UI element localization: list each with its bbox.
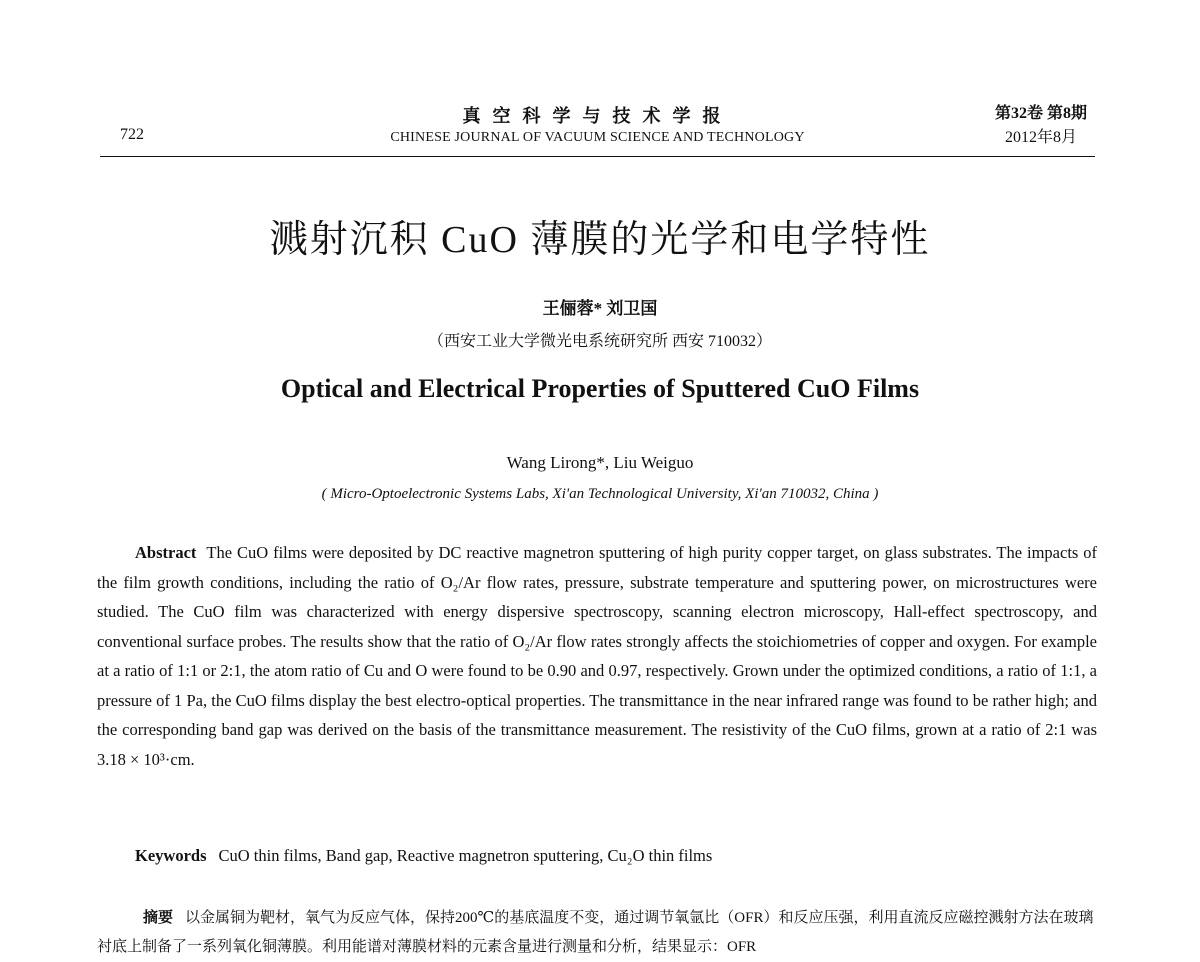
abstract-cn-text: 以金属铜为靶材，氧气为反应气体，保持200℃的基底温度不变，通过调节氧氩比（OFR）和反应压强，利用直流反应磁控溅射方法在玻璃衬底上制备了一系列氧化铜薄膜。利用能谱对薄膜材料的元素含量进行测量和分析，结果显示：OFR (97, 910, 1094, 955)
keywords-label: Keywords (135, 846, 207, 865)
issue-date: 2012年8月 (1004, 129, 1077, 146)
authors-en: Wang Lirong*, Liu Weiguo (506, 453, 694, 472)
page-number: 722 (120, 126, 144, 143)
abstract-label: Abstract (135, 543, 197, 562)
journal-title-block (100, 102, 1095, 146)
abstract-cn-label: 摘要 (143, 910, 174, 926)
abstract-cn (97, 904, 1107, 962)
article-title-cn: 溅射沉积 CuO 薄膜的光学和电学特性 (269, 219, 931, 261)
affiliation-en: ( Micro-Optoelectronic Systems Labs, Xi'an Technological University, Xi'an 710032, China ) (321, 486, 879, 502)
running-header (100, 100, 1095, 157)
abstract-en (97, 538, 1097, 774)
journal-title-cn: 真空科学与技术学报 (462, 106, 733, 126)
abstract-text: The CuO films were deposited by DC reactive magnetron sputtering of high purity copper target, on glass substrates. The impacts of the film growth conditions, including the ratio of O₂/Ar flow rates, pressure, substrate temperature and sputtering power, on microstructures were studied. The CuO film was characterized with energy dispersive spectroscopy, scanning electron microscopy, Hall-effect spectroscopy, and conventional surface probes. The results show that the ratio of O₂/Ar flow rates strongly affects the stoichiometries of copper and oxygen. For example at a ratio of 1:1 or 2:1, the atom ratio of Cu and O were found to be 0.90 and 0.97, respectively. Grown under the optimized conditions, a ratio of 1:1, a pressure of 1 Pa, the CuO films display the best electro-optical properties. The transmittance in the near infrared range was found to be rather high; and the corresponding band gap was derived on the basis of the transmittance measurement. The resistivity of the CuO films, grown at a ratio of 2:1 was 3.18 × 10³·cm. (97, 543, 1097, 769)
volume-issue: 第32卷 第8期 (994, 105, 1087, 122)
authors-cn: 王俪蓉* 刘卫国 (542, 299, 658, 318)
issue-info (995, 102, 1087, 150)
keywords-text: CuO thin films, Band gap, Reactive magnetron sputtering, Cu₂O thin films (218, 846, 713, 865)
journal-title-en: CHINESE JOURNAL OF VACUUM SCIENCE AND TECHNOLOGY (390, 130, 805, 145)
keywords-en (135, 846, 712, 866)
affiliation-cn: （西安工业大学微光电系统研究所 西安 710032） (427, 333, 772, 350)
article-title-en: Optical and Electrical Properties of Sputtered CuO Films (280, 374, 920, 403)
